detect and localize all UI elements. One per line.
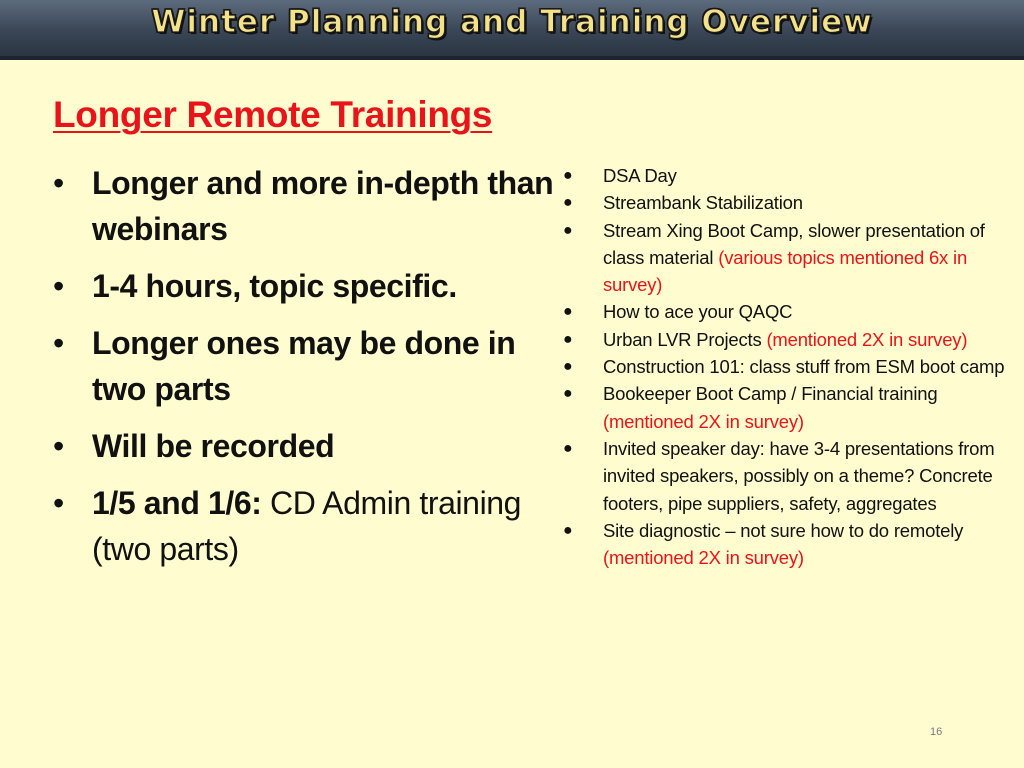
bullet-text: Urban LVR Projects (603, 328, 767, 350)
slide-title: Longer Remote Trainings (53, 94, 493, 135)
left-bullet-item (53, 160, 558, 252)
bullet-dot-icon: ● (563, 330, 573, 348)
bullet-dot-icon: • (53, 485, 64, 521)
right-bullet-item (563, 189, 1015, 216)
right-bullet-item (563, 217, 1015, 299)
bullet-text: Streambank Stabilization (603, 192, 803, 214)
bullet-dot-icon: ● (563, 303, 573, 321)
right-bullet-list (563, 162, 1015, 571)
right-bullet-item (563, 380, 1015, 435)
bullet-bold-text: Will be recorded (92, 428, 335, 464)
bullet-text: How to ace your QAQC (603, 301, 793, 323)
right-bullet-item (563, 517, 1015, 572)
right-bullet-item (563, 353, 1015, 380)
bullet-text: Site diagnostic – not sure how to do remotely (603, 519, 964, 541)
bullet-dot-icon: • (53, 165, 64, 201)
bullet-dot-icon: • (53, 428, 64, 464)
left-bullet-item (53, 480, 558, 572)
bullet-dot-icon: ● (563, 521, 573, 539)
bullet-text: Bookeeper Boot Camp / Financial training (603, 383, 938, 405)
bullet-text: CD Admin training (two parts) (92, 485, 522, 567)
bullet-dot-icon: ● (563, 194, 573, 212)
right-bullet-item (563, 435, 1015, 517)
bullet-dot-icon: ● (563, 385, 573, 403)
right-bullet-item (563, 298, 1015, 325)
survey-note: (mentioned 2X in survey) (766, 328, 968, 350)
right-bullet-item (563, 162, 1015, 189)
bullet-dot-icon: ● (563, 439, 573, 457)
survey-note: (mentioned 2X in survey) (603, 547, 804, 569)
bullet-dot-icon: ● (563, 167, 573, 184)
bullet-dot-icon: • (53, 268, 64, 304)
bullet-text: Invited speaker day: have 3-4 presentations from invited speakers, possibly on a theme? Concrete footers, pipe suppliers, safety, aggregates (603, 437, 995, 514)
left-bullet-list (53, 160, 558, 583)
bullet-bold-text: Longer and more in-depth than webinars (92, 165, 554, 247)
bullet-text: Stream Xing Boot Camp, slower presentation of class material (603, 219, 985, 268)
bullet-text: DSA Day (603, 165, 677, 186)
bullet-bold-text: Longer ones may be done in two parts (92, 325, 516, 407)
header-bar (0, 0, 1024, 60)
header-title: Winter Planning and Training Overview (151, 4, 873, 40)
left-bullet-item (53, 423, 558, 469)
right-bullet-item (563, 326, 1015, 353)
bullet-dot-icon: ● (563, 221, 573, 239)
survey-note: (mentioned 2X in survey) (603, 410, 804, 432)
bullet-dot-icon: • (53, 325, 64, 361)
left-bullet-item (53, 320, 558, 412)
page-number: 16 (930, 726, 943, 738)
bullet-text: Construction 101: class stuff from ESM boot camp (603, 356, 1005, 378)
bullet-bold-text: 1/5 and 1/6: (92, 485, 262, 521)
left-bullet-item (53, 263, 558, 309)
bullet-bold-text: 1-4 hours, topic specific. (92, 268, 457, 304)
survey-note: (various topics mentioned 6x in survey) (603, 246, 968, 296)
bullet-dot-icon: ● (563, 358, 573, 376)
